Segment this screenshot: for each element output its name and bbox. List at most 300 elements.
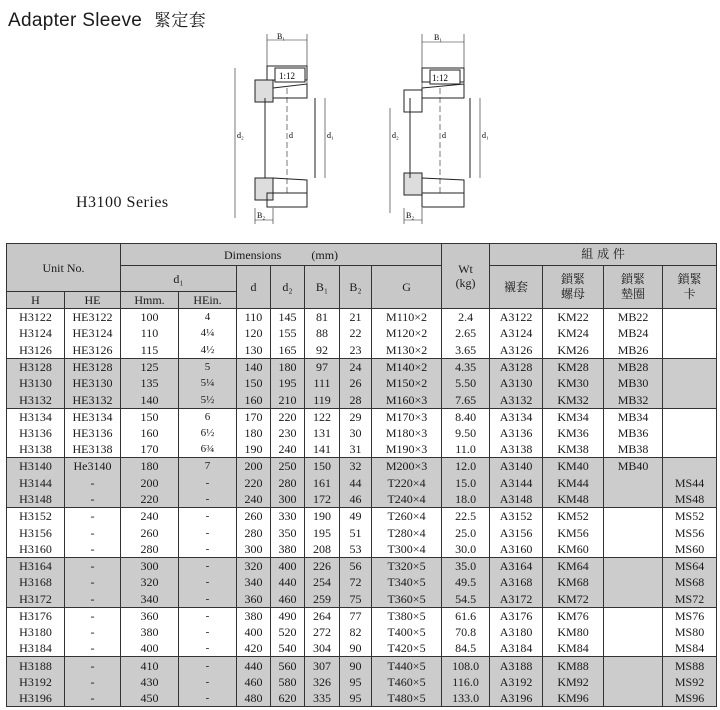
cell-b2: 49	[340, 508, 372, 525]
table-row	[7, 690, 717, 707]
cell-d2: 540	[271, 640, 305, 657]
nut-header: 鎖緊 螺母	[543, 266, 604, 309]
cell-clip: MS56	[663, 524, 717, 541]
cell-wt: 11.0	[442, 441, 490, 458]
cell-hmm: 240	[121, 508, 179, 525]
cell-b1: 272	[305, 624, 340, 641]
cell-nut: KM40	[543, 458, 604, 475]
cell-h: H3130	[7, 375, 65, 392]
cell-washer: MB26	[604, 342, 663, 359]
cell-washer	[604, 591, 663, 608]
he-header: HE	[65, 292, 121, 309]
cell-b1: 304	[305, 640, 340, 657]
cell-b2: 24	[340, 358, 372, 375]
cell-nut: KM38	[543, 441, 604, 458]
cell-sleeve: A3144	[490, 474, 543, 491]
series-label: H3100 Series	[76, 194, 169, 211]
cell-g: M180×3	[372, 425, 442, 442]
taper-label: 1:12	[279, 71, 296, 81]
cell-h: H3192	[7, 674, 65, 691]
g-header: G	[372, 266, 442, 309]
cell-d2: 300	[271, 491, 305, 508]
cell-clip	[663, 458, 717, 475]
cell-d2: 460	[271, 591, 305, 608]
b2-label: B₂	[257, 211, 266, 220]
cell-hmm: 110	[121, 325, 179, 342]
cell-sleeve: A3148	[490, 491, 543, 508]
cell-clip	[663, 309, 717, 326]
cell-he: -	[65, 474, 121, 491]
cell-clip: MS88	[663, 657, 717, 674]
cell-he: -	[65, 591, 121, 608]
cell-b1: 119	[305, 391, 340, 408]
cell-d2: 380	[271, 541, 305, 558]
cell-b1: 131	[305, 425, 340, 442]
cell-he: HE3128	[65, 358, 121, 375]
table-row	[7, 624, 717, 641]
cell-g: T440×5	[372, 657, 442, 674]
cell-hmm: 430	[121, 674, 179, 691]
cell-d: 360	[237, 591, 271, 608]
cell-g: M110×2	[372, 309, 442, 326]
cell-b1: 88	[305, 325, 340, 342]
b1-label: B₁	[277, 32, 286, 41]
cell-d: 120	[237, 325, 271, 342]
cell-b2: 95	[340, 674, 372, 691]
cell-clip	[663, 408, 717, 425]
cell-g: M140×2	[372, 358, 442, 375]
cell-sleeve: A3138	[490, 441, 543, 458]
cell-he: -	[65, 607, 121, 624]
cell-hmm: 200	[121, 474, 179, 491]
cell-sleeve: A3134	[490, 408, 543, 425]
cell-d2: 400	[271, 557, 305, 574]
table-row	[7, 408, 717, 425]
cell-sleeve: A3128	[490, 358, 543, 375]
cell-d: 380	[237, 607, 271, 624]
cell-hein: 5	[179, 358, 237, 375]
cell-wt: 108.0	[442, 657, 490, 674]
cell-d: 220	[237, 474, 271, 491]
cell-clip: MS52	[663, 508, 717, 525]
cell-sleeve: A3124	[490, 325, 543, 342]
cell-b2: 32	[340, 458, 372, 475]
cell-washer	[604, 607, 663, 624]
unit-no-header: Unit No.	[7, 244, 121, 292]
table-row	[7, 441, 717, 458]
table-row	[7, 541, 717, 558]
cell-d: 320	[237, 557, 271, 574]
h-header: H	[7, 292, 65, 309]
cell-d2: 350	[271, 524, 305, 541]
cell-he: He3140	[65, 458, 121, 475]
cell-hmm: 170	[121, 441, 179, 458]
cell-wt: 25.0	[442, 524, 490, 541]
cell-he: -	[65, 574, 121, 591]
cell-sleeve: A3126	[490, 342, 543, 359]
cell-clip: MS72	[663, 591, 717, 608]
cell-h: H3128	[7, 358, 65, 375]
cell-b2: 90	[340, 657, 372, 674]
cell-b1: 111	[305, 375, 340, 392]
cell-he: -	[65, 674, 121, 691]
cell-nut: KM80	[543, 624, 604, 641]
cell-h: H3140	[7, 458, 65, 475]
cell-he: -	[65, 690, 121, 707]
cell-d2: 280	[271, 474, 305, 491]
cell-wt: 7.65	[442, 391, 490, 408]
cell-b2: 23	[340, 342, 372, 359]
cell-hein: -	[179, 557, 237, 574]
cell-washer: MB34	[604, 408, 663, 425]
cell-g: T320×5	[372, 557, 442, 574]
cell-he: HE3136	[65, 425, 121, 442]
cell-nut: KM44	[543, 474, 604, 491]
table-row	[7, 358, 717, 375]
cell-g: T420×5	[372, 640, 442, 657]
spec-table	[6, 243, 717, 707]
d-label: d	[289, 131, 293, 140]
cell-hein: -	[179, 640, 237, 657]
cell-sleeve: A3196	[490, 690, 543, 707]
cell-hmm: 410	[121, 657, 179, 674]
cell-b2: 21	[340, 309, 372, 326]
cell-h: H3184	[7, 640, 65, 657]
cell-nut: KM64	[543, 557, 604, 574]
cell-clip	[663, 375, 717, 392]
cell-d: 130	[237, 342, 271, 359]
cell-hein: -	[179, 491, 237, 508]
cell-b2: 72	[340, 574, 372, 591]
cell-washer: MB30	[604, 375, 663, 392]
cell-d: 300	[237, 541, 271, 558]
cell-b2: 90	[340, 640, 372, 657]
table-row	[7, 508, 717, 525]
cell-d2: 520	[271, 624, 305, 641]
cell-wt: 12.0	[442, 458, 490, 475]
cell-washer: MB32	[604, 391, 663, 408]
cell-hein: 5½	[179, 391, 237, 408]
cell-d2: 195	[271, 375, 305, 392]
cell-d: 160	[237, 391, 271, 408]
cell-hmm: 280	[121, 541, 179, 558]
cell-wt: 2.4	[442, 309, 490, 326]
cell-g: T220×4	[372, 474, 442, 491]
cell-d: 190	[237, 441, 271, 458]
cell-clip: MS84	[663, 640, 717, 657]
cell-h: H3148	[7, 491, 65, 508]
cell-nut: KM56	[543, 524, 604, 541]
cell-nut: KM88	[543, 657, 604, 674]
cell-d: 480	[237, 690, 271, 707]
cell-b1: 190	[305, 508, 340, 525]
cell-wt: 116.0	[442, 674, 490, 691]
cell-hmm: 150	[121, 408, 179, 425]
cell-b2: 30	[340, 425, 372, 442]
cell-wt: 9.50	[442, 425, 490, 442]
cell-b2: 56	[340, 557, 372, 574]
sleeve-clip-drawing	[382, 28, 512, 233]
cell-g: T460×5	[372, 674, 442, 691]
cell-washer	[604, 541, 663, 558]
cell-d: 200	[237, 458, 271, 475]
cell-washer	[604, 508, 663, 525]
cell-clip	[663, 325, 717, 342]
cell-d2: 490	[271, 607, 305, 624]
cell-b1: 264	[305, 607, 340, 624]
cell-sleeve: A3160	[490, 541, 543, 558]
table-row	[7, 657, 717, 674]
cell-clip: MS96	[663, 690, 717, 707]
cell-d: 440	[237, 657, 271, 674]
cell-washer: MB40	[604, 458, 663, 475]
cell-sleeve: A3192	[490, 674, 543, 691]
cell-b2: 44	[340, 474, 372, 491]
cell-hmm: 140	[121, 391, 179, 408]
cell-d: 420	[237, 640, 271, 657]
cell-b1: 172	[305, 491, 340, 508]
cell-sleeve: A3164	[490, 557, 543, 574]
cell-washer	[604, 674, 663, 691]
cell-g: T340×5	[372, 574, 442, 591]
cell-he: -	[65, 524, 121, 541]
cell-b1: 150	[305, 458, 340, 475]
cell-g: T480×5	[372, 690, 442, 707]
cell-d2: 155	[271, 325, 305, 342]
d-label-b: d	[442, 131, 446, 140]
cell-nut: KM60	[543, 541, 604, 558]
cell-h: H3172	[7, 591, 65, 608]
cell-he: -	[65, 541, 121, 558]
cell-wt: 49.5	[442, 574, 490, 591]
components-header: 組 成 件	[490, 244, 717, 266]
cell-d2: 210	[271, 391, 305, 408]
cell-h: H3122	[7, 309, 65, 326]
cell-hein: -	[179, 624, 237, 641]
cell-g: T360×5	[372, 591, 442, 608]
cell-he: HE3132	[65, 391, 121, 408]
cell-nut: KM24	[543, 325, 604, 342]
cell-he: HE3126	[65, 342, 121, 359]
cell-washer: MB28	[604, 358, 663, 375]
cell-hmm: 100	[121, 309, 179, 326]
table-row	[7, 674, 717, 691]
cell-b1: 97	[305, 358, 340, 375]
cell-washer	[604, 491, 663, 508]
cell-b2: 95	[340, 690, 372, 707]
cell-d: 400	[237, 624, 271, 641]
d1-header: d₁	[121, 266, 237, 292]
cell-g: M130×2	[372, 342, 442, 359]
cell-washer	[604, 640, 663, 657]
sleeve-header: 襯套	[490, 266, 543, 309]
cell-hein: 6¾	[179, 441, 237, 458]
cell-g: T260×4	[372, 508, 442, 525]
cell-he: HE3124	[65, 325, 121, 342]
cell-h: H3138	[7, 441, 65, 458]
washer-header: 鎖緊 墊圈	[604, 266, 663, 309]
cell-b2: 22	[340, 325, 372, 342]
cell-b1: 326	[305, 674, 340, 691]
b1-header: B₁	[305, 266, 340, 309]
cell-hein: -	[179, 591, 237, 608]
table-row	[7, 375, 717, 392]
table-row	[7, 325, 717, 342]
cell-hein: 5¼	[179, 375, 237, 392]
cell-g: T300×4	[372, 541, 442, 558]
cell-b2: 77	[340, 607, 372, 624]
cell-b1: 254	[305, 574, 340, 591]
cell-wt: 61.6	[442, 607, 490, 624]
table-row	[7, 458, 717, 475]
table-row	[7, 309, 717, 326]
cell-hein: -	[179, 524, 237, 541]
cell-wt: 22.5	[442, 508, 490, 525]
table-row	[7, 474, 717, 491]
cell-g: M160×3	[372, 391, 442, 408]
cell-nut: KM92	[543, 674, 604, 691]
cell-washer: MB38	[604, 441, 663, 458]
cell-hmm: 400	[121, 640, 179, 657]
cell-hein: -	[179, 607, 237, 624]
cell-h: H3134	[7, 408, 65, 425]
table-row	[7, 524, 717, 541]
cell-b2: 75	[340, 591, 372, 608]
cell-h: H3164	[7, 557, 65, 574]
cell-hmm: 300	[121, 557, 179, 574]
cell-wt: 8.40	[442, 408, 490, 425]
cell-hmm: 125	[121, 358, 179, 375]
cell-nut: KM48	[543, 491, 604, 508]
cell-clip	[663, 425, 717, 442]
cell-he: HE3130	[65, 375, 121, 392]
cell-clip: MS92	[663, 674, 717, 691]
cell-he: -	[65, 491, 121, 508]
cell-he: -	[65, 508, 121, 525]
cell-hmm: 380	[121, 624, 179, 641]
cell-d2: 145	[271, 309, 305, 326]
cell-sleeve: A3130	[490, 375, 543, 392]
cell-washer	[604, 624, 663, 641]
cell-hein: -	[179, 674, 237, 691]
cell-d: 240	[237, 491, 271, 508]
cell-g: T380×5	[372, 607, 442, 624]
cell-he: -	[65, 624, 121, 641]
cell-hein: -	[179, 541, 237, 558]
cell-d2: 580	[271, 674, 305, 691]
cell-hmm: 340	[121, 591, 179, 608]
cell-clip: MS80	[663, 624, 717, 641]
cell-h: H3196	[7, 690, 65, 707]
cell-h: H3168	[7, 574, 65, 591]
table-row	[7, 342, 717, 359]
wt-header: Wt (kg)	[442, 244, 490, 309]
cell-h: H3126	[7, 342, 65, 359]
cell-sleeve: A3132	[490, 391, 543, 408]
cell-washer	[604, 574, 663, 591]
cell-washer: MB36	[604, 425, 663, 442]
cell-clip: MS48	[663, 491, 717, 508]
cell-b2: 82	[340, 624, 372, 641]
d1-label-b: d₁	[482, 131, 489, 140]
cell-d: 110	[237, 309, 271, 326]
cell-hmm: 180	[121, 458, 179, 475]
cell-hein: -	[179, 474, 237, 491]
cell-wt: 84.5	[442, 640, 490, 657]
cell-clip: MS68	[663, 574, 717, 591]
cell-hein: 4½	[179, 342, 237, 359]
cell-hein: 6	[179, 408, 237, 425]
cell-d: 260	[237, 508, 271, 525]
cell-wt: 133.0	[442, 690, 490, 707]
b2-header: B₂	[340, 266, 372, 309]
cell-wt: 3.65	[442, 342, 490, 359]
cell-he: HE3134	[65, 408, 121, 425]
cell-sleeve: A3184	[490, 640, 543, 657]
cell-hein: -	[179, 574, 237, 591]
cell-hein: -	[179, 657, 237, 674]
cell-g: M170×3	[372, 408, 442, 425]
cell-h: H3180	[7, 624, 65, 641]
cell-h: H3160	[7, 541, 65, 558]
cell-g: M120×2	[372, 325, 442, 342]
cell-clip	[663, 342, 717, 359]
cell-g: T400×5	[372, 624, 442, 641]
cell-he: -	[65, 557, 121, 574]
cell-d2: 560	[271, 657, 305, 674]
cell-washer	[604, 690, 663, 707]
cell-clip	[663, 391, 717, 408]
table-row	[7, 640, 717, 657]
cell-clip	[663, 441, 717, 458]
d1-label: d₁	[327, 131, 334, 140]
cell-washer: MB24	[604, 325, 663, 342]
cell-b2: 31	[340, 441, 372, 458]
cell-b1: 335	[305, 690, 340, 707]
b2-label-b: B₂	[406, 211, 415, 220]
cell-b1: 141	[305, 441, 340, 458]
cell-sleeve: A3172	[490, 591, 543, 608]
cell-d2: 250	[271, 458, 305, 475]
cell-hein: 7	[179, 458, 237, 475]
d2-label: d₂	[237, 131, 244, 140]
clip-header: 鎖緊 卡	[663, 266, 717, 309]
cell-g: M150×2	[372, 375, 442, 392]
cell-nut: KM30	[543, 375, 604, 392]
cell-d: 280	[237, 524, 271, 541]
cell-hmm: 160	[121, 425, 179, 442]
cell-nut: KM28	[543, 358, 604, 375]
cell-wt: 54.5	[442, 591, 490, 608]
cell-hein: -	[179, 508, 237, 525]
cell-d2: 220	[271, 408, 305, 425]
table-row	[7, 591, 717, 608]
cell-nut: KM68	[543, 574, 604, 591]
title-en: Adapter Sleeve	[8, 10, 143, 31]
cell-washer	[604, 657, 663, 674]
cell-d2: 330	[271, 508, 305, 525]
table-row	[7, 391, 717, 408]
cell-b1: 259	[305, 591, 340, 608]
cell-d2: 620	[271, 690, 305, 707]
cell-hmm: 135	[121, 375, 179, 392]
cell-hmm: 450	[121, 690, 179, 707]
page-title	[8, 6, 206, 32]
cell-b1: 226	[305, 557, 340, 574]
cell-sleeve: A3152	[490, 508, 543, 525]
spec-table-body	[7, 309, 717, 707]
cell-nut: KM52	[543, 508, 604, 525]
